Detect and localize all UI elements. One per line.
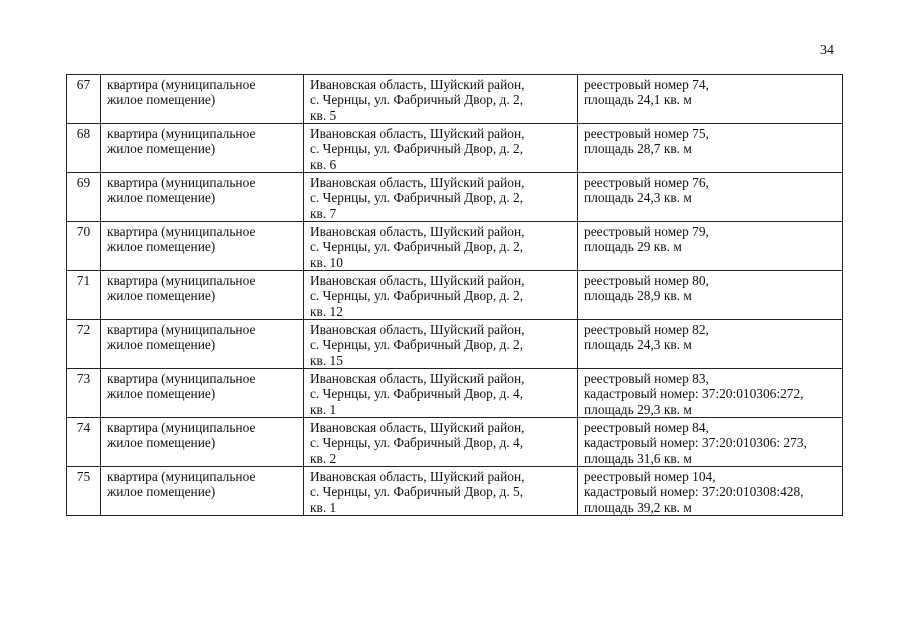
address-cell [304, 467, 578, 516]
registry-info-line: площадь 24,1 кв. м [584, 92, 692, 108]
object-type-line: жилое помещение) [107, 484, 216, 500]
table-row [67, 75, 843, 124]
page-number: 34 [820, 43, 834, 58]
row-number: 72 [67, 320, 101, 369]
table-row [67, 320, 843, 369]
registry-info-line: реестровый номер 79, [584, 224, 709, 239]
registry-info-line: реестровый номер 82, [584, 322, 709, 337]
address-line: Ивановская область, Шуйский район, [310, 77, 525, 92]
registry-info-line: реестровый номер 80, [584, 273, 709, 288]
table-row [67, 467, 843, 516]
address-line: с. Чернцы, ул. Фабричный Двор, д. 5, [310, 484, 524, 500]
address-line: кв. 6 [310, 156, 337, 172]
address-line: кв. 1 [310, 499, 337, 515]
registry-info-line: площадь 29,3 кв. м [584, 401, 692, 417]
object-type-line: жилое помещение) [107, 386, 216, 402]
registry-info-line: реестровый номер 83, [584, 371, 709, 386]
address-line: Ивановская область, Шуйский район, [310, 175, 525, 190]
address-cell [304, 173, 578, 222]
address-line: кв. 12 [310, 303, 343, 319]
row-number: 75 [67, 467, 101, 516]
object-type-line: квартира (муниципальное [107, 273, 256, 288]
registry-info-line: реестровый номер 104, [584, 469, 716, 484]
object-type-line: жилое помещение) [107, 337, 216, 353]
registry-info-line: площадь 29 кв. м [584, 239, 682, 255]
address-line: с. Чернцы, ул. Фабричный Двор, д. 2, [310, 92, 524, 108]
object-type-line: квартира (муниципальное [107, 469, 256, 484]
address-line: с. Чернцы, ул. Фабричный Двор, д. 2, [310, 141, 524, 157]
object-type-line: квартира (муниципальное [107, 126, 256, 141]
registry-info-cell [578, 124, 843, 173]
object-type-cell [101, 75, 304, 124]
address-line: Ивановская область, Шуйский район, [310, 420, 525, 435]
registry-info-line: площадь 24,3 кв. м [584, 190, 692, 206]
address-line: с. Чернцы, ул. Фабричный Двор, д. 2, [310, 288, 524, 304]
table-body [67, 75, 843, 516]
address-line: с. Чернцы, ул. Фабричный Двор, д. 2, [310, 337, 524, 353]
object-type-line: квартира (муниципальное [107, 77, 256, 92]
address-line: Ивановская область, Шуйский район, [310, 224, 525, 239]
address-line: Ивановская область, Шуйский район, [310, 126, 525, 141]
row-number: 68 [67, 124, 101, 173]
address-cell [304, 271, 578, 320]
registry-info-line: реестровый номер 84, [584, 420, 709, 435]
address-line: Ивановская область, Шуйский район, [310, 322, 525, 337]
object-type-line: жилое помещение) [107, 141, 216, 157]
object-type-line: жилое помещение) [107, 239, 216, 255]
registry-info-line: площадь 39,2 кв. м [584, 499, 692, 515]
address-line: кв. 2 [310, 450, 337, 466]
address-line: кв. 5 [310, 107, 337, 123]
row-number: 69 [67, 173, 101, 222]
registry-info-cell [578, 173, 843, 222]
table-row [67, 369, 843, 418]
registry-info-cell [578, 271, 843, 320]
address-line: с. Чернцы, ул. Фабричный Двор, д. 4, [310, 386, 524, 402]
object-type-line: квартира (муниципальное [107, 322, 256, 337]
table-row [67, 418, 843, 467]
address-cell [304, 124, 578, 173]
registry-info-cell [578, 418, 843, 467]
table-row [67, 271, 843, 320]
address-line: Ивановская область, Шуйский район, [310, 371, 525, 386]
address-line: кв. 10 [310, 254, 343, 270]
registry-info-line: реестровый номер 75, [584, 126, 709, 141]
object-type-cell [101, 271, 304, 320]
address-cell [304, 320, 578, 369]
address-cell [304, 75, 578, 124]
row-number: 71 [67, 271, 101, 320]
table-row [67, 173, 843, 222]
row-number: 67 [67, 75, 101, 124]
registry-info-line: площадь 24,3 кв. м [584, 337, 692, 353]
address-line: кв. 1 [310, 401, 337, 417]
object-type-cell [101, 320, 304, 369]
registry-info-line: кадастровый номер: 37:20:010308:428, [584, 484, 804, 500]
address-line: с. Чернцы, ул. Фабричный Двор, д. 2, [310, 190, 524, 206]
registry-info-line: кадастровый номер: 37:20:010306:272, [584, 386, 804, 402]
property-registry-table [66, 74, 843, 516]
registry-info-line: площадь 31,6 кв. м [584, 450, 692, 466]
registry-info-line: реестровый номер 74, [584, 77, 709, 92]
registry-info-line: площадь 28,7 кв. м [584, 141, 692, 157]
row-number: 70 [67, 222, 101, 271]
object-type-line: жилое помещение) [107, 435, 216, 451]
registry-info-cell [578, 320, 843, 369]
address-line: кв. 15 [310, 352, 343, 368]
address-cell [304, 418, 578, 467]
registry-info-line: площадь 28,9 кв. м [584, 288, 692, 304]
registry-info-cell [578, 369, 843, 418]
row-number: 73 [67, 369, 101, 418]
address-line: кв. 7 [310, 205, 337, 221]
object-type-line: жилое помещение) [107, 92, 216, 108]
address-cell [304, 222, 578, 271]
object-type-cell [101, 222, 304, 271]
object-type-line: квартира (муниципальное [107, 224, 256, 239]
address-line: с. Чернцы, ул. Фабричный Двор, д. 2, [310, 239, 524, 255]
object-type-line: квартира (муниципальное [107, 175, 256, 190]
object-type-cell [101, 418, 304, 467]
object-type-cell [101, 173, 304, 222]
object-type-cell [101, 369, 304, 418]
registry-info-cell [578, 467, 843, 516]
registry-info-cell [578, 75, 843, 124]
object-type-cell [101, 124, 304, 173]
row-number: 74 [67, 418, 101, 467]
address-line: Ивановская область, Шуйский район, [310, 469, 525, 484]
registry-info-line: реестровый номер 76, [584, 175, 709, 190]
object-type-line: квартира (муниципальное [107, 371, 256, 386]
address-line: Ивановская область, Шуйский район, [310, 273, 525, 288]
registry-info-line: кадастровый номер: 37:20:010306: 273, [584, 435, 807, 451]
object-type-cell [101, 467, 304, 516]
object-type-line: квартира (муниципальное [107, 420, 256, 435]
table-row [67, 124, 843, 173]
object-type-line: жилое помещение) [107, 190, 216, 206]
address-cell [304, 369, 578, 418]
table-row [67, 222, 843, 271]
registry-info-cell [578, 222, 843, 271]
object-type-line: жилое помещение) [107, 288, 216, 304]
address-line: с. Чернцы, ул. Фабричный Двор, д. 4, [310, 435, 524, 451]
